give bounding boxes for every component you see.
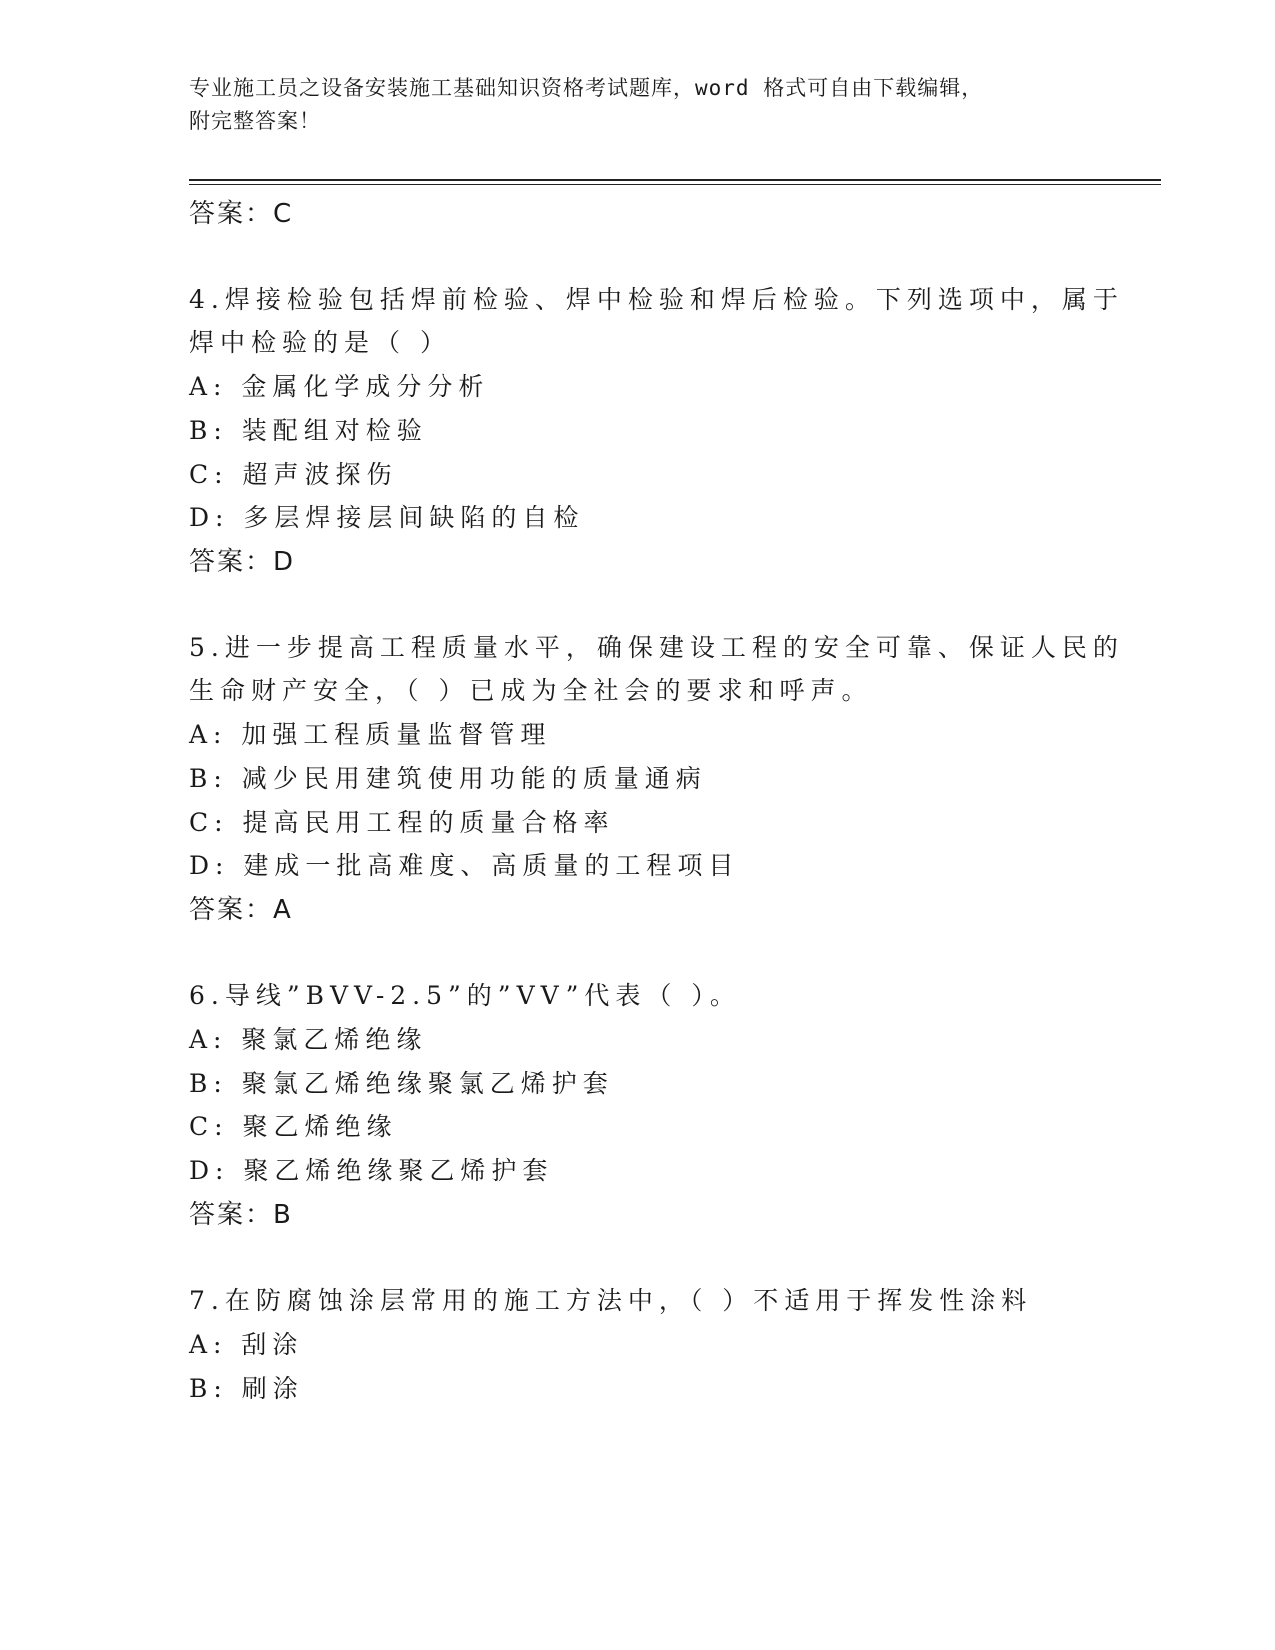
header-rule xyxy=(189,179,1161,181)
answer-q6: 答案：B xyxy=(189,1200,293,1230)
question-4-option-b: B: 装配组对检验 xyxy=(189,416,428,445)
question-6-option-b: B: 聚氯乙烯绝缘聚氯乙烯护套 xyxy=(189,1069,614,1098)
header-line-1: 专业施工员之设备安装施工基础知识资格考试题库，word 格式可自由下载编辑， xyxy=(189,76,984,100)
question-4-line-2: 焊中检验的是（ ） xyxy=(189,328,451,357)
question-5-line-1: 5.进一步提高工程质量水平，确保建设工程的安全可靠、保证人民的 xyxy=(189,633,1124,662)
question-5-option-b: B: 减少民用建筑使用功能的质量通病 xyxy=(189,764,707,793)
question-5-line-2: 生命财产安全，（ ）已成为全社会的要求和呼声。 xyxy=(189,676,873,705)
question-4-option-a: A: 金属化学成分分析 xyxy=(189,372,490,401)
question-4-option-c: C: 超声波探伤 xyxy=(189,460,398,489)
answer-q5: 答案：A xyxy=(189,895,293,925)
header-line-2: 附完整答案！ xyxy=(189,109,321,133)
question-5-option-c: C: 提高民用工程的质量合格率 xyxy=(189,808,615,837)
header-rule-thin xyxy=(189,184,1161,185)
question-7-line-1: 7.在防腐蚀涂层常用的施工方法中，（ ）不适用于挥发性涂料 xyxy=(189,1286,1033,1315)
answer-q3: 答案：C xyxy=(189,199,294,229)
question-4-line-1: 4.焊接检验包括焊前检验、焊中检验和焊后检验。下列选项中，属于 xyxy=(189,285,1124,314)
question-4-option-d: D: 多层焊接层间缺陷的自检 xyxy=(189,503,585,532)
question-6-line-1: 6.导线”BVV-2.5”的”VV”代表（ ）。 xyxy=(189,981,741,1010)
question-5-option-d: D: 建成一批高难度、高质量的工程项目 xyxy=(189,851,740,880)
document-header xyxy=(189,72,1089,138)
question-6-option-d: D: 聚乙烯绝缘聚乙烯护套 xyxy=(189,1156,554,1185)
question-7-option-a: A: 刮涂 xyxy=(189,1330,304,1359)
question-6-option-a: A: 聚氯乙烯绝缘 xyxy=(189,1025,428,1054)
question-6-option-c: C: 聚乙烯绝缘 xyxy=(189,1112,398,1141)
answer-q4: 答案：D xyxy=(189,547,296,577)
question-7-option-b: B: 刷涂 xyxy=(189,1374,304,1403)
question-5-option-a: A: 加强工程质量监督管理 xyxy=(189,720,552,749)
